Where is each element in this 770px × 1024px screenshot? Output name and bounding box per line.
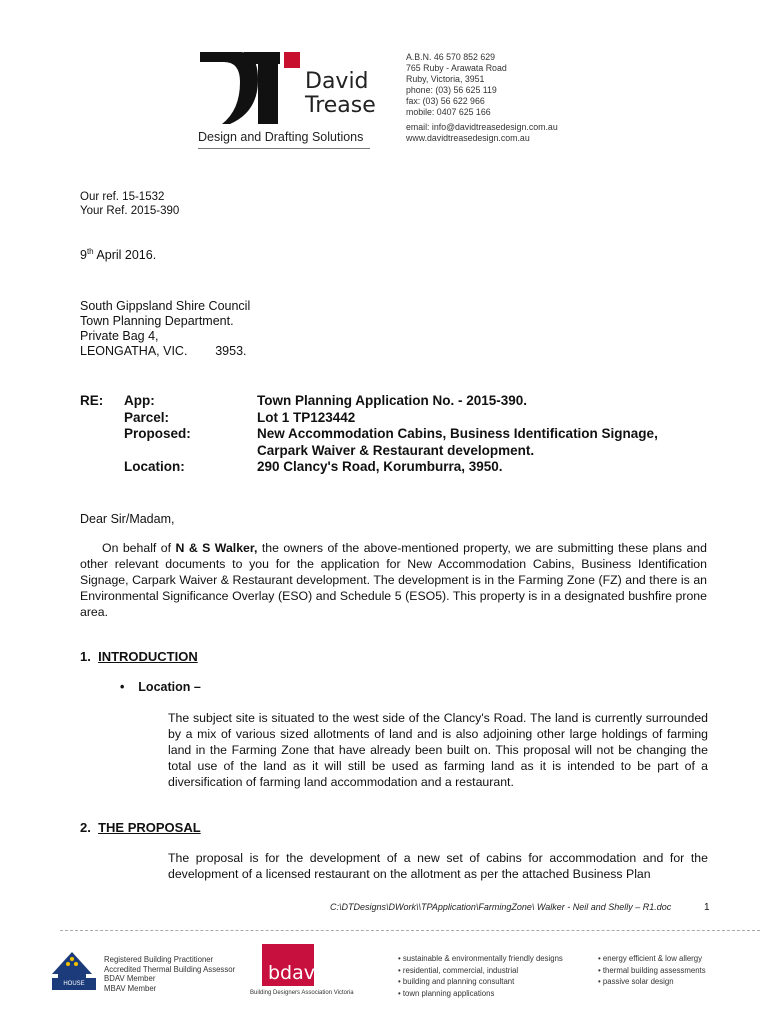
section-1-heading: [80, 649, 198, 664]
intro-pre: On behalf of: [102, 541, 176, 555]
your-ref: Your Ref. 2015-390: [80, 205, 180, 217]
address-line: Town Planning Department.: [80, 314, 234, 328]
fax: fax: (03) 56 622 966: [406, 96, 485, 106]
brand-line-1: David: [305, 69, 369, 94]
intro-paragraph: [80, 540, 707, 620]
file-path: C:\DTDesigns\DWork\\TPApplication\FarmingZone\ Walker - Neil and Shelly – R1.doc: [330, 902, 672, 912]
salutation: Dear Sir/Madam,: [80, 512, 175, 526]
re-proposed-value-2: Carpark Waiver & Restaurant development.: [257, 442, 535, 458]
re-location-value: 290 Clancy's Road, Korumburra, 3950.: [257, 459, 503, 474]
date-day: 9: [80, 248, 87, 263]
date-suffix: th: [86, 247, 94, 256]
service-item: • sustainable & environmentally friendly designs: [398, 954, 563, 963]
bullet-label: Location –: [138, 680, 201, 694]
contact-block: [406, 52, 558, 144]
date-rest: April 2016.: [93, 248, 157, 263]
brand-name: [305, 70, 376, 118]
owner-names: N & S Walker,: [175, 541, 258, 555]
registration-item: BDAV Member: [104, 974, 156, 983]
website: www.davidtreasedesign.com.au: [406, 133, 530, 143]
service-item: • thermal building assessments: [598, 965, 706, 975]
email: email: info@davidtreasedesign.com.au: [406, 122, 558, 132]
bullet-dot-icon: •: [120, 680, 125, 694]
service-item: • town planning applications: [398, 988, 495, 998]
address-line: LEONGATHA, VIC. 3953.: [80, 344, 247, 358]
re-proposed-value-1: New Accommodation Cabins, Business Identification Signage,: [257, 426, 658, 441]
re-app-key: App:: [124, 393, 155, 408]
re-location-key: Location:: [124, 459, 185, 474]
registrations: [104, 955, 235, 993]
address-line: South Gippsland Shire Council: [80, 299, 251, 313]
services-left: [398, 953, 563, 999]
street: 765 Ruby - Arawata Road: [406, 63, 507, 73]
bdav-logo-text: bdav: [268, 962, 316, 984]
re-label: RE:: [80, 393, 104, 408]
address-line: Private Bag 4,: [80, 329, 159, 343]
re-parcel-key: Parcel:: [124, 409, 170, 425]
section-2-title: THE PROPOSAL: [98, 820, 201, 835]
section-1-number: 1.: [80, 649, 91, 664]
re-keys: [124, 393, 191, 476]
letter-date: [80, 247, 156, 262]
registration-item: Accredited Thermal Building Assessor: [104, 964, 236, 974]
phone: phone: (03) 56 625 119: [406, 85, 497, 95]
suburb: Ruby, Victoria, 3951: [406, 74, 485, 84]
registration-item: MBAV Member: [104, 983, 157, 993]
recipient-address: [80, 299, 250, 359]
mobile: mobile: 0407 625 166: [406, 107, 491, 117]
footer-divider: [60, 930, 760, 932]
location-bullet: [120, 680, 201, 694]
section-2-number: 2.: [80, 820, 91, 835]
location-paragraph: The subject site is situated to the west side of the Clancy's Road. The land is currently surrounded by a mix of various sized allotments of land and is also adjoining other large holdings of farming land in the Farming Zone that have already been built on. This proposal will not be changing the total use of the land as it will still be used as farming land as it is intended to be part of a diversification of farming land accommodation and a restaurant.: [168, 711, 708, 789]
service-item: • residential, commercial, industrial: [398, 965, 519, 975]
re-parcel-value: Lot 1 TP123442: [257, 409, 356, 425]
reference-block: [80, 190, 179, 218]
abn: A.B.N. 46 570 852 629: [406, 52, 496, 62]
intro-post: the owners of the above-mentioned property, we are submitting these plans and other relevant documents to you for the application for New Accommodation Cabins, Business Identification Signage, Carpark Waiver & Restaurant development. The development is in the Farming Zone (FZ) and there is an Environmental Significance Overlay (ESO) and Schedule 5 (ESO5). This property is in a designated bushfire prone area.: [80, 541, 707, 619]
registration-item: Registered Building Practitioner: [104, 955, 214, 964]
our-ref: Our ref. 15-1532: [80, 191, 165, 203]
tagline-divider: [198, 148, 370, 149]
section-2-heading: [80, 820, 201, 835]
service-item: • passive solar design: [598, 977, 674, 986]
service-item: • building and planning consultant: [398, 977, 515, 986]
house-label: HOUSE: [52, 978, 96, 990]
page-number: 1: [704, 902, 710, 913]
brand-tagline: Design and Drafting Solutions: [198, 130, 364, 144]
section-1-title: INTRODUCTION: [98, 649, 198, 664]
services-right: [598, 953, 706, 988]
david-trease-logo-mark: [200, 52, 300, 124]
proposal-paragraph: The proposal is for the development of a new set of cabins for accommodation and for the development of a licensed restaurant on the allotment as per the attached Business Plan: [168, 851, 708, 881]
service-item: • energy efficient & low allergy: [598, 954, 702, 963]
re-proposed-key: Proposed:: [124, 426, 191, 441]
brand-line-2: Trease: [305, 93, 376, 118]
re-values: [257, 393, 658, 476]
bdav-subtitle: Building Designers Association Victoria: [250, 990, 354, 996]
re-app-value: Town Planning Application No. - 2015-390.: [257, 393, 528, 408]
